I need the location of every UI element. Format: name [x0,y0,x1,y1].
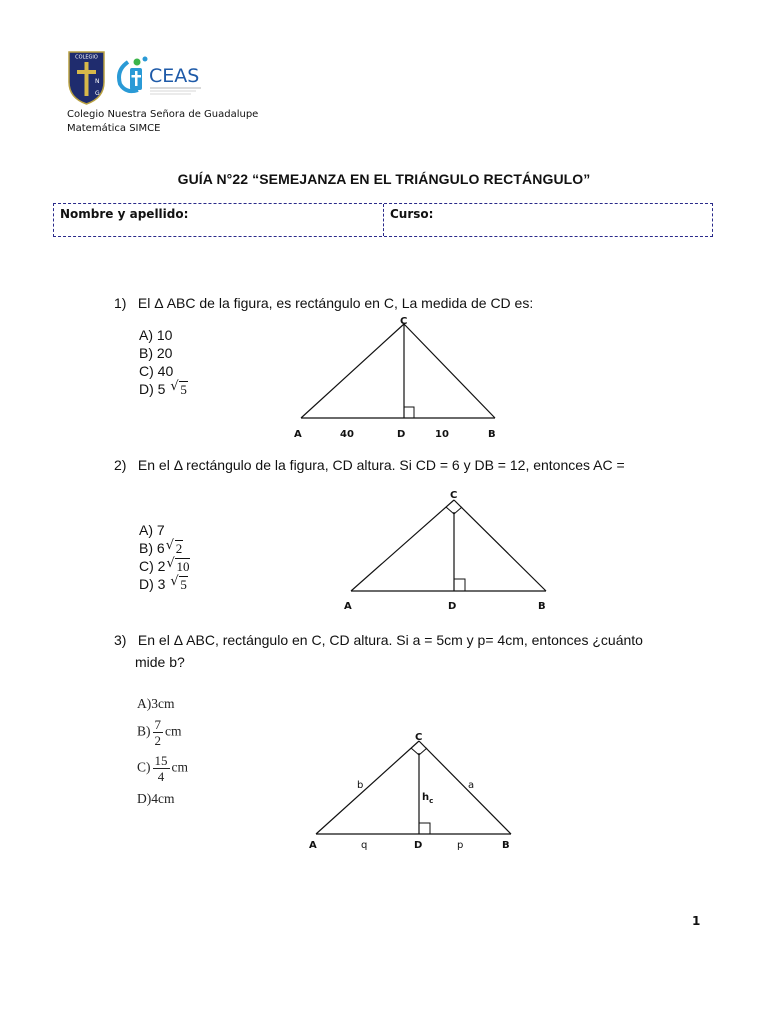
q3-vertex-a: A [309,840,317,851]
ceas-text: CEAS [149,65,200,87]
crest-letter-n: N [95,78,100,85]
q2-vertex-b: B [538,601,546,612]
subject-name: Matemática SIMCE [67,123,161,134]
q3-option-a[interactable]: A)3cm [137,696,175,711]
page-number: 1 [692,914,701,928]
question-text: En el Δ rectángulo de la figura, CD altura. Si CD = 6 y DB = 12, entonces AC = [137,457,625,473]
q1-segment-db: 10 [435,429,449,440]
page-title: GUÍA N°22 “SEMEJANZA EN EL TRIÁNGULO RECTÁNGULO” [177,171,591,187]
q2-option-a[interactable]: A) 7 [139,522,165,538]
q3-vertex-b: B [502,840,510,851]
q3-segment-q: q [361,840,368,851]
school-name: Colegio Nuestra Señora de Guadalupe [67,109,259,120]
q1-option-c[interactable]: C) 40 [139,363,174,379]
course-label: Curso: [390,207,434,221]
q3-segment-p: p [457,840,464,851]
q2-option-c[interactable]: C) 2 √ 10 [139,556,190,574]
q2-vertex-d: D [448,601,457,612]
sqrt-symbol: √ 5 [170,574,187,592]
q2-vertex-c: C [450,490,458,501]
sqrt-symbol: √ 5 [170,379,187,397]
q1-option-d[interactable]: D) 5 √ 5 [139,379,187,397]
fraction: $\frac{15}{4}$ [154,753,168,784]
q1-segment-ad: 40 [340,429,354,440]
q1-vertex-b: B [488,429,496,440]
sqrt-symbol: √ 2 [165,538,183,556]
question-number: 1) [114,295,127,311]
question-number: 2) [114,457,127,473]
q3-side-b: b [357,780,364,791]
question-3-line2: mide b? [135,654,185,670]
sqrt-symbol: √ 10 [166,556,190,574]
crest-text: COLEGIO [75,54,98,61]
crest-letter-g: G [95,90,100,97]
q1-vertex-c: C [400,316,408,327]
q1-vertex-a: A [294,429,302,440]
question-number: 3) [114,632,127,648]
question-text: En el Δ ABC, rectángulo en C, CD altura. Si a = 5cm y p= 4cm, entonces ¿cuánto [137,632,643,648]
fraction: $\frac{7}{2}$ [154,717,161,748]
name-label: Nombre y apellido: [60,207,189,221]
q1-option-a[interactable]: A) 10 [139,327,173,343]
q1-option-b[interactable]: B) 20 [139,345,173,361]
question-text: El Δ ABC de la figura, es rectángulo en C, La medida de CD es: [137,295,534,311]
q3-side-a: a [468,780,475,791]
q3-height-label: $h_c$ [422,792,434,805]
q3-vertex-d: D [414,840,423,851]
q3-option-d[interactable]: D)4cm [137,791,175,806]
q2-option-b[interactable]: B) 6 √ 2 [139,538,183,556]
q1-vertex-d: D [397,429,406,440]
q3-option-c[interactable]: C) $\frac{15}{4}$ cm [137,753,188,784]
q3-option-b[interactable]: B) $\frac{7}{2}$ cm [137,717,182,748]
q3-vertex-c: C [415,732,423,743]
q2-option-d[interactable]: D) 3 √ 5 [139,574,187,592]
q2-vertex-a: A [344,601,352,612]
